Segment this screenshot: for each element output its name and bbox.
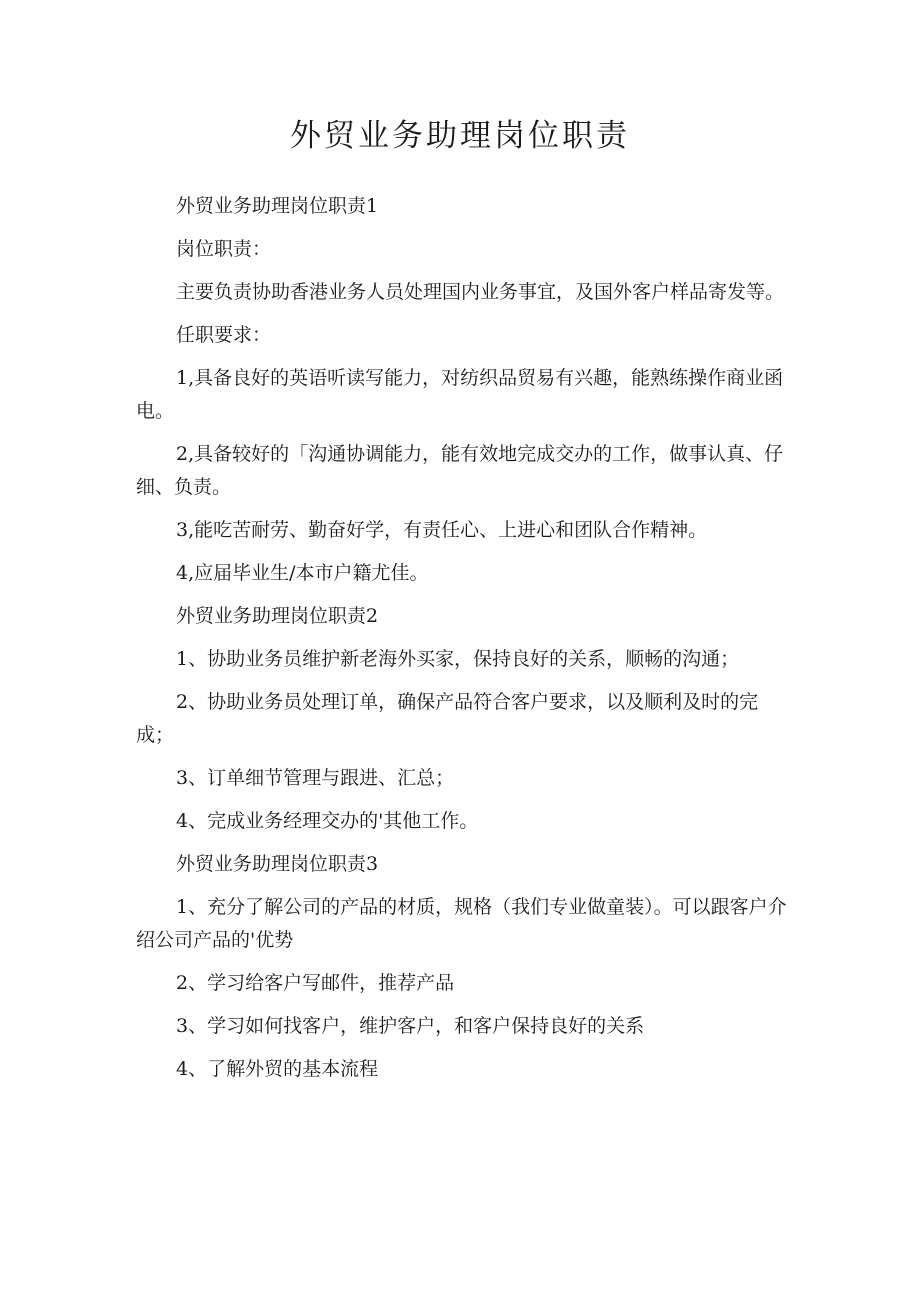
list-item: 4、完成业务经理交办的'其他工作。 bbox=[176, 810, 479, 832]
paragraph-duties-text: 主要负责协助香港业务人员处理国内业务事宜，及国外客户样品寄发等。 bbox=[176, 281, 785, 303]
list-item: 2、协助业务员处理订单，确保产品符合客户要求，以及顺利及时的完成； bbox=[136, 691, 759, 746]
section-heading-3: 外贸业务助理岗位职责3 bbox=[176, 853, 379, 875]
paragraph-requirement-1: 1,具备良好的英语听读写能力，对纺织品贸易有兴趣，能熟练操作商业函电。 bbox=[136, 367, 784, 422]
document-body bbox=[136, 190, 796, 1096]
list-item: 1、协助业务员维护新老海外买家，保持良好的关系，顺畅的沟通； bbox=[176, 648, 740, 670]
paragraph-requirement-3: 3,能吃苦耐劳、勤奋好学，有责任心、上进心和团队合作精神。 bbox=[176, 519, 708, 541]
list-item: 3、订单细节管理与跟进、汇总； bbox=[176, 767, 455, 789]
section-heading-2: 外贸业务助理岗位职责2 bbox=[176, 605, 379, 627]
list-item: 1、充分了解公司的产品的材质，规格（我们专业做童装）。可以跟客户介绍公司产品的'优势 bbox=[136, 896, 787, 951]
document-title: 外贸业务助理岗位职责 bbox=[290, 118, 630, 154]
paragraph-requirement-2: 2,具备较好的「沟通协调能力，能有效地完成交办的工作，做事认真、仔细、负责。 bbox=[136, 443, 784, 498]
list-item: 2、学习给客户写邮件，推荐产品 bbox=[176, 972, 455, 994]
list-item: 4、了解外贸的基本流程 bbox=[176, 1058, 379, 1080]
list-item: 3、学习如何找客户，维护客户，和客户保持良好的关系 bbox=[176, 1015, 645, 1037]
paragraph-requirements-label: 任职要求： bbox=[176, 324, 272, 346]
section-heading-1: 外贸业务助理岗位职责1 bbox=[176, 195, 379, 217]
paragraph-duties-label: 岗位职责： bbox=[176, 238, 272, 260]
paragraph-requirement-4: 4,应届毕业生/本市户籍尤佳。 bbox=[176, 562, 429, 584]
